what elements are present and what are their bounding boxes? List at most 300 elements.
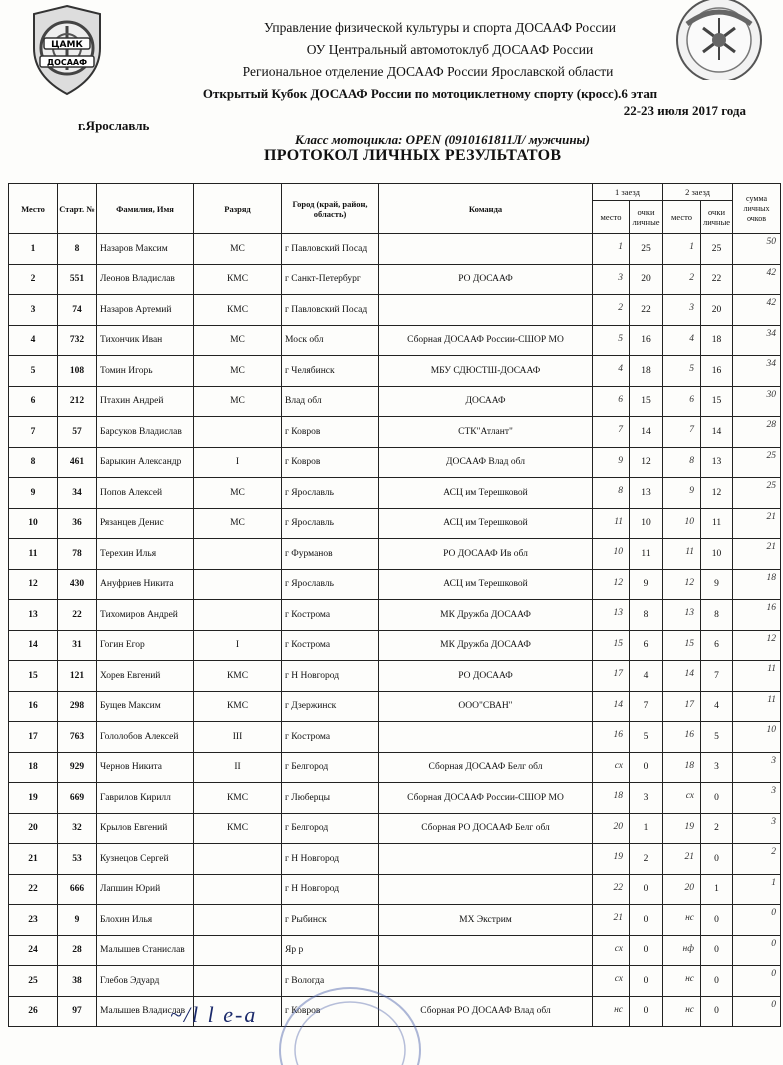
cell-s1: 1 <box>630 813 663 844</box>
cell-place: 21 <box>9 844 58 875</box>
cell-s2: 20 <box>701 295 733 326</box>
cell-city: г Павловский Посад <box>282 295 379 326</box>
cell-rank <box>194 600 282 631</box>
cell-place: 17 <box>9 722 58 753</box>
cell-rank <box>194 844 282 875</box>
cell-p1: 7 <box>593 417 630 448</box>
cell-s2: 18 <box>701 325 733 356</box>
cell-city: г Рыбинск <box>282 905 379 936</box>
cell-team <box>379 295 593 326</box>
cell-team <box>379 234 593 265</box>
cell-name: Бущев Максим <box>97 691 194 722</box>
cell-s2: 0 <box>701 783 733 814</box>
cell-city: г Кострома <box>282 600 379 631</box>
cell-sum: 28 <box>733 417 781 448</box>
cell-name: Лапшин Юрий <box>97 874 194 905</box>
cell-place: 9 <box>9 478 58 509</box>
cell-s2: 6 <box>701 630 733 661</box>
cell-team: ДОСААФ <box>379 386 593 417</box>
table-row <box>9 813 781 844</box>
cell-place: 1 <box>9 234 58 265</box>
cell-city: г Белгород <box>282 752 379 783</box>
cell-place: 15 <box>9 661 58 692</box>
cell-sum: 21 <box>733 508 781 539</box>
cell-start: 74 <box>58 295 97 326</box>
cell-start: 28 <box>58 935 97 966</box>
cell-city: Моск обл <box>282 325 379 356</box>
cell-start: 666 <box>58 874 97 905</box>
cell-s2: 7 <box>701 661 733 692</box>
cell-p1: 9 <box>593 447 630 478</box>
event-title: Открытый Кубок ДОСААФ России по мотоциклетному спорту (кросс).6 этап <box>202 86 658 101</box>
cell-p2: 5 <box>663 356 701 387</box>
cell-name: Барсуков Владислав <box>97 417 194 448</box>
table-row <box>9 539 781 570</box>
cell-sum: 12 <box>733 630 781 661</box>
event-date: 22-23 июля 2017 года <box>623 103 746 118</box>
table-row <box>9 874 781 905</box>
cell-p2: 13 <box>663 600 701 631</box>
org-line-2: ОУ Центральный автомотоклуб ДОСААФ России <box>306 42 594 57</box>
table-row <box>9 600 781 631</box>
cell-p2: сх <box>663 783 701 814</box>
cell-p1: 18 <box>593 783 630 814</box>
cell-place: 3 <box>9 295 58 326</box>
cell-rank <box>194 874 282 905</box>
cell-p2: 9 <box>663 478 701 509</box>
cell-team: МК Дружба ДОСААФ <box>379 600 593 631</box>
cell-place: 14 <box>9 630 58 661</box>
cell-s1: 0 <box>630 935 663 966</box>
cell-rank: КМС <box>194 295 282 326</box>
cell-p1: 3 <box>593 264 630 295</box>
cell-start: 212 <box>58 386 97 417</box>
cell-rank: МС <box>194 386 282 417</box>
cell-p2: 20 <box>663 874 701 905</box>
cell-s1: 8 <box>630 600 663 631</box>
cell-p2: нс <box>663 905 701 936</box>
cell-city: Влад обл <box>282 386 379 417</box>
cell-start: 38 <box>58 966 97 997</box>
cell-start: 36 <box>58 508 97 539</box>
table-row <box>9 325 781 356</box>
cell-place: 23 <box>9 905 58 936</box>
cell-rank: КМС <box>194 813 282 844</box>
cell-s2: 4 <box>701 691 733 722</box>
cell-s2: 13 <box>701 447 733 478</box>
cell-sum: 1 <box>733 874 781 905</box>
cell-rank: МС <box>194 478 282 509</box>
table-row <box>9 447 781 478</box>
motorcycle-class: Класс мотоцикла: OPEN (0910161811Л/ мужчины) <box>295 132 590 147</box>
cell-p1: 22 <box>593 874 630 905</box>
cell-team: Сборная РО ДОСААФ Влад обл <box>379 996 593 1027</box>
cell-s2: 25 <box>701 234 733 265</box>
cell-p2: 4 <box>663 325 701 356</box>
cell-p1: 20 <box>593 813 630 844</box>
cell-rank: КМС <box>194 783 282 814</box>
cell-name: Крылов Евгений <box>97 813 194 844</box>
cell-name: Блохин Илья <box>97 905 194 936</box>
cell-rank: МС <box>194 234 282 265</box>
cell-s2: 3 <box>701 752 733 783</box>
cell-s2: 22 <box>701 264 733 295</box>
cell-p2: 3 <box>663 295 701 326</box>
cell-start: 430 <box>58 569 97 600</box>
cell-sum: 0 <box>733 996 781 1027</box>
cell-rank: III <box>194 722 282 753</box>
cell-s2: 0 <box>701 905 733 936</box>
cell-sum: 0 <box>733 966 781 997</box>
cell-team: Сборная ДОСААФ России-СШОР МО <box>379 325 593 356</box>
cell-place: 24 <box>9 935 58 966</box>
cell-name: Гогин Егор <box>97 630 194 661</box>
official-stamp <box>275 975 425 1065</box>
results-table <box>8 183 781 1027</box>
cell-rank: КМС <box>194 691 282 722</box>
cell-start: 9 <box>58 905 97 936</box>
cell-s1: 13 <box>630 478 663 509</box>
cell-sum: 50 <box>733 234 781 265</box>
cell-name: Попов Алексей <box>97 478 194 509</box>
cell-rank: КМС <box>194 264 282 295</box>
cell-s1: 9 <box>630 569 663 600</box>
cell-team: Сборная ДОСААФ Белг обл <box>379 752 593 783</box>
cell-team <box>379 874 593 905</box>
cell-place: 22 <box>9 874 58 905</box>
event-city: г.Ярославль <box>78 118 150 133</box>
table-row <box>9 783 781 814</box>
cell-rank: МС <box>194 356 282 387</box>
cell-p2: 14 <box>663 661 701 692</box>
cell-team: ООО"СВАН" <box>379 691 593 722</box>
table-row <box>9 935 781 966</box>
table-row <box>9 905 781 936</box>
col-sum: сумма личных очков <box>733 184 781 234</box>
cell-team <box>379 844 593 875</box>
cell-team: РО ДОСААФ Ив обл <box>379 539 593 570</box>
col-heat1-pts: очки личные <box>630 201 663 234</box>
cell-team: МХ Экстрим <box>379 905 593 936</box>
table-row <box>9 691 781 722</box>
cell-p1: сх <box>593 966 630 997</box>
cell-rank: I <box>194 447 282 478</box>
table-row <box>9 752 781 783</box>
cell-place: 13 <box>9 600 58 631</box>
cell-name: Томин Игорь <box>97 356 194 387</box>
signature: ~/l l e-a <box>170 1002 258 1027</box>
cell-place: 5 <box>9 356 58 387</box>
cell-rank <box>194 935 282 966</box>
cell-city: г Н Новгород <box>282 661 379 692</box>
cell-sum: 0 <box>733 905 781 936</box>
cell-s2: 0 <box>701 935 733 966</box>
cell-name: Глебов Эдуард <box>97 966 194 997</box>
cell-city: Яр р <box>282 935 379 966</box>
cell-name: Чернов Никита <box>97 752 194 783</box>
cell-p1: 6 <box>593 386 630 417</box>
cell-start: 31 <box>58 630 97 661</box>
cell-s2: 12 <box>701 478 733 509</box>
cell-place: 26 <box>9 996 58 1027</box>
cell-sum: 3 <box>733 783 781 814</box>
cell-city: г Н Новгород <box>282 844 379 875</box>
cell-s1: 4 <box>630 661 663 692</box>
cell-p1: 4 <box>593 356 630 387</box>
cell-s1: 16 <box>630 325 663 356</box>
cell-start: 8 <box>58 234 97 265</box>
cell-start: 34 <box>58 478 97 509</box>
cell-name: Птахин Андрей <box>97 386 194 417</box>
protocol-title: ПРОТОКОЛ ЛИЧНЫХ РЕЗУЛЬТАТОВ <box>264 147 562 164</box>
camk-dosaaf-emblem <box>30 4 104 96</box>
cell-sum: 34 <box>733 325 781 356</box>
org-line-1: Управление физической культуры и спорта ДОСААФ России <box>264 20 616 35</box>
cell-s1: 5 <box>630 722 663 753</box>
cell-place: 8 <box>9 447 58 478</box>
cell-start: 121 <box>58 661 97 692</box>
cell-name: Гаврилов Кирилл <box>97 783 194 814</box>
cell-team: РО ДОСААФ <box>379 264 593 295</box>
cell-p2: нф <box>663 935 701 966</box>
cell-sum: 10 <box>733 722 781 753</box>
cell-s2: 2 <box>701 813 733 844</box>
cell-p2: 18 <box>663 752 701 783</box>
cell-rank: КМС <box>194 661 282 692</box>
cell-s2: 15 <box>701 386 733 417</box>
cell-place: 18 <box>9 752 58 783</box>
cell-sum: 18 <box>733 569 781 600</box>
cell-sum: 0 <box>733 935 781 966</box>
cell-name: Тихончик Иван <box>97 325 194 356</box>
cell-place: 11 <box>9 539 58 570</box>
cell-start: 57 <box>58 417 97 448</box>
table-row <box>9 478 781 509</box>
emblem-bottom-text: ДОСААФ <box>46 58 88 67</box>
cell-city: г Дзержинск <box>282 691 379 722</box>
cell-s1: 22 <box>630 295 663 326</box>
col-heat2-pts: очки личные <box>701 201 733 234</box>
cell-sum: 30 <box>733 386 781 417</box>
cell-place: 20 <box>9 813 58 844</box>
cell-team: РО ДОСААФ <box>379 661 593 692</box>
col-rank: Разряд <box>194 184 282 234</box>
cell-city: г Люберцы <box>282 783 379 814</box>
cell-p1: 19 <box>593 844 630 875</box>
cell-start: 32 <box>58 813 97 844</box>
cell-s2: 0 <box>701 844 733 875</box>
cell-sum: 3 <box>733 813 781 844</box>
cell-s1: 2 <box>630 844 663 875</box>
cell-p1: 11 <box>593 508 630 539</box>
cell-s1: 11 <box>630 539 663 570</box>
table-row <box>9 234 781 265</box>
col-place: Место <box>9 184 58 234</box>
cell-s1: 0 <box>630 752 663 783</box>
cell-place: 2 <box>9 264 58 295</box>
cell-start: 97 <box>58 996 97 1027</box>
cell-p1: сх <box>593 752 630 783</box>
cell-city: г Ковров <box>282 996 379 1027</box>
cell-p1: 13 <box>593 600 630 631</box>
cell-s1: 20 <box>630 264 663 295</box>
cell-p1: 15 <box>593 630 630 661</box>
cell-p2: 10 <box>663 508 701 539</box>
cell-sum: 42 <box>733 295 781 326</box>
cell-rank: II <box>194 752 282 783</box>
org-line-3: Региональное отделение ДОСААФ России Ярославской области <box>242 64 614 79</box>
cell-name: Терехин Илья <box>97 539 194 570</box>
cell-s1: 15 <box>630 386 663 417</box>
cell-rank <box>194 539 282 570</box>
cell-p2: 7 <box>663 417 701 448</box>
cell-s1: 0 <box>630 996 663 1027</box>
cell-name: Леонов Владислав <box>97 264 194 295</box>
cell-place: 10 <box>9 508 58 539</box>
cell-s1: 0 <box>630 966 663 997</box>
cell-s1: 3 <box>630 783 663 814</box>
cell-p1: 10 <box>593 539 630 570</box>
cell-s2: 14 <box>701 417 733 448</box>
cell-sum: 11 <box>733 691 781 722</box>
cell-p1: 21 <box>593 905 630 936</box>
cell-place: 7 <box>9 417 58 448</box>
col-heat1-pos: место <box>593 201 630 234</box>
table-row <box>9 356 781 387</box>
table-row <box>9 844 781 875</box>
cell-p2: 11 <box>663 539 701 570</box>
cell-city: г Челябинск <box>282 356 379 387</box>
table-row <box>9 417 781 448</box>
cell-s2: 0 <box>701 996 733 1027</box>
cell-rank: МС <box>194 508 282 539</box>
cell-city: г Ковров <box>282 417 379 448</box>
cell-p1: 8 <box>593 478 630 509</box>
cell-p1: сх <box>593 935 630 966</box>
cell-name: Рязанцев Денис <box>97 508 194 539</box>
cell-sum: 25 <box>733 478 781 509</box>
cell-start: 108 <box>58 356 97 387</box>
cell-p1: нс <box>593 996 630 1027</box>
cell-name: Ануфриев Никита <box>97 569 194 600</box>
cell-rank <box>194 966 282 997</box>
cell-p2: 2 <box>663 264 701 295</box>
cell-name: Назаров Артемий <box>97 295 194 326</box>
cell-p1: 12 <box>593 569 630 600</box>
cell-rank <box>194 569 282 600</box>
cell-name: Кузнецов Сергей <box>97 844 194 875</box>
cell-s1: 25 <box>630 234 663 265</box>
cell-city: г Санкт-Петербург <box>282 264 379 295</box>
cell-s1: 0 <box>630 874 663 905</box>
cell-name: Гололобов Алексей <box>97 722 194 753</box>
cell-place: 25 <box>9 966 58 997</box>
cell-city: г Ковров <box>282 447 379 478</box>
cell-name: Малышев Станислав <box>97 935 194 966</box>
cell-sum: 16 <box>733 600 781 631</box>
table-row <box>9 722 781 753</box>
cell-name: Хорев Евгений <box>97 661 194 692</box>
cell-start: 461 <box>58 447 97 478</box>
cell-sum: 34 <box>733 356 781 387</box>
cell-rank <box>194 417 282 448</box>
cell-s1: 10 <box>630 508 663 539</box>
cell-p2: 15 <box>663 630 701 661</box>
cell-s2: 10 <box>701 539 733 570</box>
cell-start: 53 <box>58 844 97 875</box>
cell-start: 298 <box>58 691 97 722</box>
cell-start: 929 <box>58 752 97 783</box>
cell-start: 551 <box>58 264 97 295</box>
cell-sum: 25 <box>733 447 781 478</box>
cell-s1: 0 <box>630 905 663 936</box>
cell-place: 12 <box>9 569 58 600</box>
cell-place: 16 <box>9 691 58 722</box>
cell-city: г Кострома <box>282 630 379 661</box>
cell-team: Сборная ДОСААФ России-СШОР МО <box>379 783 593 814</box>
cell-team: АСЦ им Терешковой <box>379 569 593 600</box>
cell-s2: 9 <box>701 569 733 600</box>
cell-s1: 7 <box>630 691 663 722</box>
col-city: Город (край, район, область) <box>282 184 379 234</box>
cell-start: 763 <box>58 722 97 753</box>
cell-name: Барыкин Александр <box>97 447 194 478</box>
cell-p2: 17 <box>663 691 701 722</box>
cell-sum: 11 <box>733 661 781 692</box>
cell-city: г Белгород <box>282 813 379 844</box>
cell-p2: 8 <box>663 447 701 478</box>
table-row <box>9 508 781 539</box>
cell-start: 22 <box>58 600 97 631</box>
cell-team: СТК"Атлант" <box>379 417 593 448</box>
col-heat2-pos: место <box>663 201 701 234</box>
cell-team: МК Дружба ДОСААФ <box>379 630 593 661</box>
cell-city: г Павловский Посад <box>282 234 379 265</box>
cell-start: 669 <box>58 783 97 814</box>
cell-name: Малышев Владислав <box>97 996 194 1027</box>
cell-p2: 12 <box>663 569 701 600</box>
emblem-top-text: ЦАМК <box>51 40 83 50</box>
cell-team: ДОСААФ Влад обл <box>379 447 593 478</box>
cell-sum: 21 <box>733 539 781 570</box>
table-row <box>9 661 781 692</box>
cell-rank <box>194 905 282 936</box>
cell-p2: 21 <box>663 844 701 875</box>
cell-p2: нс <box>663 966 701 997</box>
cell-team <box>379 722 593 753</box>
cell-p1: 14 <box>593 691 630 722</box>
col-team: Команда <box>379 184 593 234</box>
cell-s2: 11 <box>701 508 733 539</box>
cell-name: Тихомиров Андрей <box>97 600 194 631</box>
cell-rank: I <box>194 630 282 661</box>
cell-sum: 3 <box>733 752 781 783</box>
cell-s1: 14 <box>630 417 663 448</box>
cell-city: г Ярославль <box>282 508 379 539</box>
cell-p1: 16 <box>593 722 630 753</box>
cell-start: 78 <box>58 539 97 570</box>
cell-s1: 6 <box>630 630 663 661</box>
cell-city: г Вологда <box>282 966 379 997</box>
cell-team: АСЦ им Терешковой <box>379 478 593 509</box>
cell-place: 19 <box>9 783 58 814</box>
cell-s2: 8 <box>701 600 733 631</box>
col-start: Старт. № <box>58 184 97 234</box>
table-row <box>9 630 781 661</box>
col-heat1: 1 заезд <box>593 184 663 201</box>
cell-s2: 0 <box>701 966 733 997</box>
table-row <box>9 386 781 417</box>
